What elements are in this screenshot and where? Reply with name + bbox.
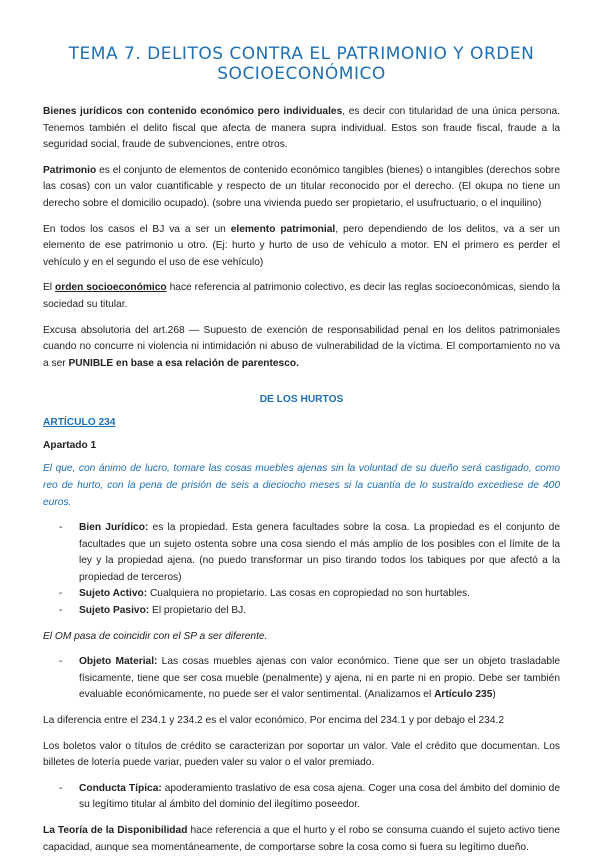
list-item-label: Sujeto Pasivo:: [79, 605, 150, 617]
paragraph-boletos: Los boletos valor o títulos de crédito se caracterizan por soportar un valor. Vale el crédito que documentan. Los billetes de lotería puede variar, pueden valer su valor o el valor premiado.: [43, 740, 560, 769]
list-item-text: apoderamiento traslativo de esa cosa ajena. Coger una cosa del ámbito del dominio de su legítimo titular al ámbito del dominio del ilegítimo poseedor.: [79, 782, 560, 811]
list-elements: [43, 520, 560, 620]
paragraph-text: es el conjunto de elementos de contenido económico tangibles (bienes) o intangibles (derechos sobre las cosas) con un valor cuantificable y respecto de un titular reconocido por el derecho. (El okupa no tiene un derecho sobre el domicilio ocupado). (sobre una vivienda puedo ser propietario, el usufructuario, o el inquilino): [43, 164, 560, 209]
article-quote: El que, con ánimo de lucro, tomare las cosas muebles ajenas sin la voluntad de su dueño será castigado, como reo de hurto, con la pena de prisión de seis a dieciocho meses si la cuantía de lo sustraído excediese de 400 euros.: [43, 463, 560, 508]
paragraph-excusa: [43, 323, 560, 373]
paragraph-text: Excusa absolutoria del art.268 — Supuesto de exención de responsabilidad penal en los delitos patrimoniales cuando no concurre ni violencia ni intimidación ni abuso de vulnerabilidad de la víctima. El comportamiento no va a ser: [43, 324, 560, 369]
paragraph-text: El: [43, 282, 56, 294]
om-note: El OM pasa de coincidir con el SP a ser diferente.: [43, 630, 268, 642]
list-item-label: Objeto Material:: [79, 656, 158, 668]
list-item-text: Las cosas muebles ajenas con valor económico. Tiene que ser un objeto trasladable físicamente, tiene que ser cosa mueble (penalmente) y ajena, ni en parte ni en propio. Debe ser también evaluable económicamente, no puede ser el valor sentimental. (Analizamos el: [79, 656, 560, 701]
paragraph-teoria: [43, 823, 560, 856]
paragraph-bj: [43, 222, 560, 272]
paragraph-text: hace referencia al patrimonio colectivo, es decir las reglas socioeconómicas, siendo la sociedad su titular.: [43, 282, 560, 310]
paragraph-text: , pero dependiendo de los delitos, va a ser un elemento de ese patrimonio u otro. (Ej: hurto y hurto de uso de vehículo a motor. EN el primero es perder el vehículo y en el segundo el uso de ese vehículo): [43, 223, 560, 268]
paragraph-text: hace referencia a que el hurto y el robo se consuma cuando el sujeto activo tiene capacidad, aunque sea momentáneamente, de comportarse sobre la cosa como si fuera su legítimo dueño.: [43, 825, 560, 853]
list-item: [79, 654, 560, 704]
list-objeto: [43, 654, 560, 704]
bold-term: orden socioeconómico: [55, 282, 167, 294]
list-item-text: ): [492, 689, 496, 701]
bold-term: La Teoría de la Disponibilidad: [43, 825, 188, 836]
apartado-heading: Apartado 1: [43, 440, 97, 452]
list-conducta: [43, 781, 560, 814]
paragraph-patrimonio: [43, 163, 560, 213]
list-item-text: Cualquiera no propietario. Las cosas en copropiedad no son hurtables.: [147, 588, 470, 600]
bold-term: Bienes jurídicos con contenido económico pero individuales: [43, 106, 343, 117]
page-title: TEMA 7. DELITOS CONTRA EL PATRIMONIO Y ORDEN SOCIOECONÓMICO: [68, 44, 535, 84]
bold-term: Patrimonio: [43, 164, 97, 176]
paragraph-text: , es decir con titularidad de una única persona. Tenemos también el delito fiscal que afecta de manera supra individual. Estos son fraude fiscal, fraude a la seguridad social, fraude de subvenciones, entre otros.: [43, 106, 561, 151]
paragraph-text: En todos los casos el BJ va a ser un: [43, 223, 231, 235]
paragraph-bienes-juridicos: [43, 104, 560, 154]
list-item-label: Bien Jurídico:: [79, 522, 149, 534]
list-item-text: es la propiedad. Esta genera facultades sobre la cosa. La propiedad es el conjunto de facultades que un sujeto ostenta sobre una cosa siendo el más amplio de los posibles con el límite de la ley y la propiedad ajena. (no puedo transformar un piso tirando todos los tabiques por que afectó a la propiedad de terceros): [79, 522, 560, 583]
bold-term: elemento patrimonial: [230, 223, 336, 235]
list-item-label: Conducta Típica:: [79, 782, 162, 794]
section-heading: DE LOS HURTOS: [259, 394, 344, 406]
paragraph-orden: [43, 280, 560, 313]
paragraph-diferencia: La diferencia entre el 234.1 y 234.2 es el valor económico. Por encima del 234.1 y por debajo el 234.2: [43, 715, 504, 727]
article-heading: ARTÍCULO 234: [43, 417, 116, 429]
list-item-label: Sujeto Activo:: [79, 588, 148, 600]
list-item: [79, 586, 560, 603]
bold-term: PUNIBLE en base a esa relación de parentesco.: [68, 357, 299, 369]
list-item: [79, 520, 560, 586]
list-item: [79, 781, 560, 814]
list-item: [79, 603, 560, 620]
article-ref: Artículo 235: [434, 689, 493, 701]
list-item-text: El propietario del BJ.: [149, 605, 247, 617]
